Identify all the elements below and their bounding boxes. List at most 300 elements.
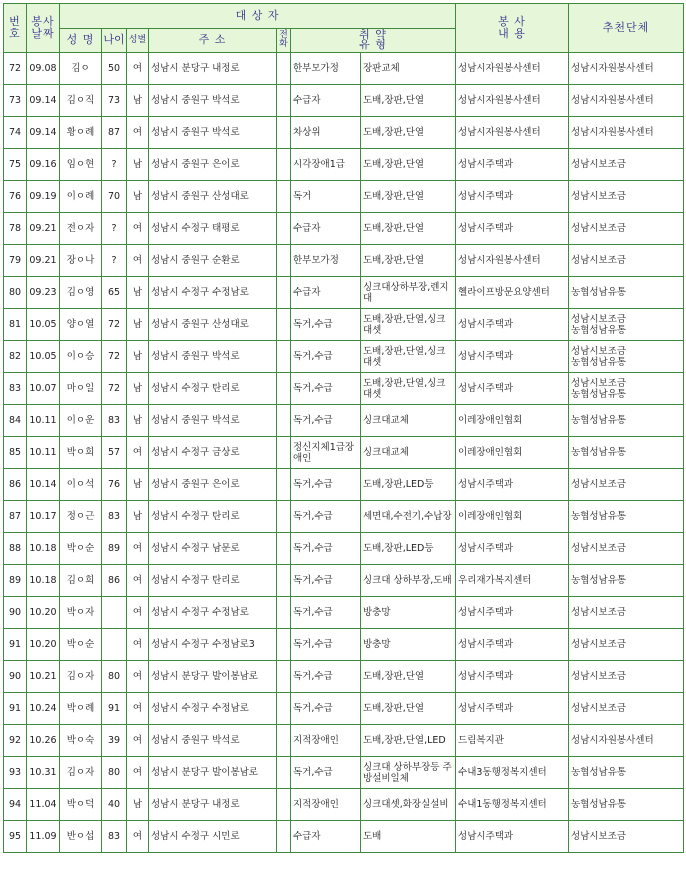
cell-recommender: 이레장애인협회 xyxy=(456,405,569,437)
table-row xyxy=(4,565,684,597)
cell-no: 85 xyxy=(4,437,27,469)
cell-address: 성남시 분당구 발이봉남로 xyxy=(149,661,277,693)
cell-address: 성남시 중원구 박석로 xyxy=(149,85,277,117)
table-header xyxy=(4,4,684,53)
cell-age: 57 xyxy=(102,437,127,469)
cell-no: 73 xyxy=(4,85,27,117)
cell-weak-type: 지적장애인 xyxy=(291,725,361,757)
cell-gender: 여 xyxy=(127,117,149,149)
cell-no: 80 xyxy=(4,277,27,309)
cell-name: 박ㅇ순 xyxy=(60,533,102,565)
cell-sponsor: 농협성남유통 xyxy=(569,277,684,309)
cell-age: 72 xyxy=(102,341,127,373)
cell-sponsor: 성남시자원봉사센터 xyxy=(569,53,684,85)
cell-gender: 여 xyxy=(127,565,149,597)
cell-name: 이ㅇ운 xyxy=(60,405,102,437)
cell-date: 09.23 xyxy=(27,277,60,309)
table-row xyxy=(4,309,684,341)
cell-address: 성남시 수정구 남문로 xyxy=(149,533,277,565)
cell-name: 박ㅇ순 xyxy=(60,629,102,661)
cell-no: 72 xyxy=(4,53,27,85)
header-phone: 전화 xyxy=(277,28,291,53)
table-row xyxy=(4,437,684,469)
cell-date: 09.08 xyxy=(27,53,60,85)
cell-age: 83 xyxy=(102,405,127,437)
cell-gender: 여 xyxy=(127,725,149,757)
cell-date: 10.17 xyxy=(27,501,60,533)
cell-sponsor: 성남시보조금 xyxy=(569,597,684,629)
cell-weak-type: 독거,수급 xyxy=(291,597,361,629)
table-body xyxy=(4,53,684,853)
cell-date: 09.14 xyxy=(27,85,60,117)
table-row xyxy=(4,213,684,245)
cell-address: 성남시 수정구 시민로 xyxy=(149,821,277,853)
cell-name: 이ㅇ승 xyxy=(60,341,102,373)
table-row xyxy=(4,181,684,213)
cell-no: 92 xyxy=(4,725,27,757)
cell-address: 성남시 분당구 내정로 xyxy=(149,789,277,821)
cell-sponsor: 성남시보조금 xyxy=(569,533,684,565)
cell-sponsor: 농협성남유통 xyxy=(569,405,684,437)
cell-service: 도배,장판,단열 xyxy=(361,85,456,117)
cell-recommender: 성남시주택과 xyxy=(456,533,569,565)
cell-gender: 남 xyxy=(127,501,149,533)
cell-phone xyxy=(277,405,291,437)
cell-weak-type: 수급자 xyxy=(291,821,361,853)
cell-phone xyxy=(277,373,291,405)
cell-no: 76 xyxy=(4,181,27,213)
cell-name: 박ㅇ숙 xyxy=(60,725,102,757)
cell-sponsor: 농협성남유통 xyxy=(569,789,684,821)
cell-weak-type: 독거,수급 xyxy=(291,373,361,405)
cell-address: 성남시 중원구 순환로 xyxy=(149,245,277,277)
cell-weak-type: 수급자 xyxy=(291,213,361,245)
cell-age: 70 xyxy=(102,181,127,213)
cell-phone xyxy=(277,693,291,725)
cell-recommender: 헬라이프방문요양센터 xyxy=(456,277,569,309)
cell-gender: 남 xyxy=(127,373,149,405)
cell-date: 10.31 xyxy=(27,757,60,789)
cell-weak-type: 수급자 xyxy=(291,85,361,117)
cell-name: 박ㅇ자 xyxy=(60,597,102,629)
cell-gender: 남 xyxy=(127,277,149,309)
table-row xyxy=(4,277,684,309)
cell-gender: 남 xyxy=(127,469,149,501)
header-address: 주 소 xyxy=(149,28,277,53)
cell-service: 싱크대 상하부장등 주방설비일체 xyxy=(361,757,456,789)
cell-gender: 남 xyxy=(127,149,149,181)
cell-address: 성남시 수정구 탄리로 xyxy=(149,373,277,405)
cell-address: 성남시 중원구 박석로 xyxy=(149,725,277,757)
cell-no: 78 xyxy=(4,213,27,245)
cell-gender: 여 xyxy=(127,661,149,693)
cell-no: 88 xyxy=(4,533,27,565)
cell-date: 10.05 xyxy=(27,309,60,341)
cell-gender: 남 xyxy=(127,405,149,437)
cell-sponsor: 농협성남유통 xyxy=(569,501,684,533)
cell-date: 09.16 xyxy=(27,149,60,181)
table-row xyxy=(4,693,684,725)
cell-recommender: 성남시주택과 xyxy=(456,309,569,341)
cell-name: 박ㅇ희 xyxy=(60,437,102,469)
cell-name: 양ㅇ열 xyxy=(60,309,102,341)
cell-phone xyxy=(277,821,291,853)
cell-service: 싱크대 상하부장,도배 xyxy=(361,565,456,597)
cell-service: 방충망 xyxy=(361,629,456,661)
cell-address: 성남시 수정구 태평로 xyxy=(149,213,277,245)
cell-address: 성남시 중원구 산성대로 xyxy=(149,181,277,213)
cell-service: 싱크대교체 xyxy=(361,405,456,437)
cell-recommender: 수내1동행정복지센터 xyxy=(456,789,569,821)
cell-name: 황ㅇ례 xyxy=(60,117,102,149)
header-age: 나이 xyxy=(102,28,127,53)
cell-phone xyxy=(277,181,291,213)
cell-name: 이ㅇ례 xyxy=(60,181,102,213)
cell-age: 87 xyxy=(102,117,127,149)
cell-no: 91 xyxy=(4,629,27,661)
cell-recommender: 성남시주택과 xyxy=(456,597,569,629)
cell-name: 전ㅇ자 xyxy=(60,213,102,245)
cell-recommender: 성남시주택과 xyxy=(456,149,569,181)
cell-date: 10.18 xyxy=(27,565,60,597)
cell-no: 89 xyxy=(4,565,27,597)
cell-date: 11.04 xyxy=(27,789,60,821)
cell-weak-type: 한부모가정 xyxy=(291,245,361,277)
cell-date: 09.21 xyxy=(27,245,60,277)
header-name: 성 명 xyxy=(60,28,102,53)
cell-date: 10.24 xyxy=(27,693,60,725)
cell-service: 도배,장판,단열,싱크대셋 xyxy=(361,341,456,373)
cell-phone xyxy=(277,789,291,821)
cell-weak-type: 지적장애인 xyxy=(291,789,361,821)
header-date: 봉사 날짜 xyxy=(27,4,60,53)
cell-date: 09.19 xyxy=(27,181,60,213)
cell-service: 도배,장판,단열 xyxy=(361,661,456,693)
cell-gender: 여 xyxy=(127,437,149,469)
cell-no: 74 xyxy=(4,117,27,149)
cell-weak-type: 수급자 xyxy=(291,277,361,309)
cell-age xyxy=(102,597,127,629)
cell-phone xyxy=(277,85,291,117)
cell-weak-type: 시각장애1급 xyxy=(291,149,361,181)
cell-weak-type: 차상위 xyxy=(291,117,361,149)
cell-weak-type: 독거,수급 xyxy=(291,501,361,533)
cell-date: 10.20 xyxy=(27,629,60,661)
cell-sponsor: 성남시보조금 xyxy=(569,181,684,213)
cell-phone xyxy=(277,213,291,245)
cell-service: 도배,장판,LED등 xyxy=(361,533,456,565)
cell-recommender: 성남시주택과 xyxy=(456,181,569,213)
cell-gender: 남 xyxy=(127,309,149,341)
table-row xyxy=(4,725,684,757)
cell-name: 김ㅇ자 xyxy=(60,757,102,789)
cell-gender: 여 xyxy=(127,597,149,629)
cell-sponsor: 성남시보조금 xyxy=(569,821,684,853)
table-row xyxy=(4,405,684,437)
cell-sponsor: 농협성남유통 xyxy=(569,565,684,597)
cell-weak-type: 독거,수급 xyxy=(291,405,361,437)
cell-no: 75 xyxy=(4,149,27,181)
cell-no: 86 xyxy=(4,469,27,501)
cell-address: 성남시 중원구 은이로 xyxy=(149,469,277,501)
cell-age: 83 xyxy=(102,821,127,853)
cell-no: 90 xyxy=(4,597,27,629)
cell-gender: 남 xyxy=(127,789,149,821)
cell-sponsor: 성남시보조금 xyxy=(569,629,684,661)
cell-sponsor: 성남시보조금 xyxy=(569,469,684,501)
cell-weak-type: 독거,수급 xyxy=(291,629,361,661)
cell-date: 09.21 xyxy=(27,213,60,245)
cell-sponsor: 성남시보조금 농협성남유통 xyxy=(569,309,684,341)
header-recommender: 추천단체 xyxy=(569,4,684,53)
cell-service: 도배,장판,단열,싱크대셋 xyxy=(361,373,456,405)
cell-sponsor: 성남시보조금 xyxy=(569,245,684,277)
cell-recommender: 성남시주택과 xyxy=(456,373,569,405)
table-row xyxy=(4,373,684,405)
cell-recommender: 성남시자원봉사센터 xyxy=(456,245,569,277)
cell-phone xyxy=(277,725,291,757)
cell-phone xyxy=(277,501,291,533)
header-no: 번 호 xyxy=(4,4,27,53)
cell-recommender: 성남시주택과 xyxy=(456,469,569,501)
cell-service: 도배,장판,LED등 xyxy=(361,469,456,501)
cell-sponsor: 성남시보조금 xyxy=(569,661,684,693)
cell-service: 싱크대셋,화장실설비 xyxy=(361,789,456,821)
cell-age xyxy=(102,629,127,661)
cell-recommender: 성남시주택과 xyxy=(456,629,569,661)
service-record-table xyxy=(3,3,684,853)
cell-sponsor: 성남시보조금 농협성남유통 xyxy=(569,341,684,373)
header-gender: 성별 xyxy=(127,28,149,53)
cell-weak-type: 독거,수급 xyxy=(291,469,361,501)
cell-recommender: 우리재가복지센터 xyxy=(456,565,569,597)
cell-age: 39 xyxy=(102,725,127,757)
cell-phone xyxy=(277,53,291,85)
cell-date: 10.18 xyxy=(27,533,60,565)
cell-weak-type: 독거,수급 xyxy=(291,309,361,341)
cell-recommender: 수내3동행정복지센터 xyxy=(456,757,569,789)
cell-sponsor: 농협성남유통 xyxy=(569,437,684,469)
cell-phone xyxy=(277,565,291,597)
cell-age: 72 xyxy=(102,373,127,405)
table-row xyxy=(4,53,684,85)
cell-phone xyxy=(277,533,291,565)
cell-phone xyxy=(277,661,291,693)
cell-date: 10.21 xyxy=(27,661,60,693)
cell-sponsor: 성남시보조금 xyxy=(569,693,684,725)
cell-age: 89 xyxy=(102,533,127,565)
cell-recommender: 성남시주택과 xyxy=(456,341,569,373)
cell-address: 성남시 수정구 금상로 xyxy=(149,437,277,469)
cell-name: 박ㅇ덕 xyxy=(60,789,102,821)
cell-gender: 여 xyxy=(127,629,149,661)
cell-age: ? xyxy=(102,213,127,245)
cell-gender: 여 xyxy=(127,757,149,789)
cell-age: ? xyxy=(102,149,127,181)
cell-phone xyxy=(277,757,291,789)
cell-sponsor: 성남시자원봉사센터 xyxy=(569,725,684,757)
cell-age: ? xyxy=(102,245,127,277)
cell-recommender: 이레장애인협회 xyxy=(456,437,569,469)
cell-gender: 여 xyxy=(127,693,149,725)
cell-recommender: 드림복지관 xyxy=(456,725,569,757)
cell-gender: 여 xyxy=(127,533,149,565)
cell-weak-type: 독거,수급 xyxy=(291,533,361,565)
cell-service: 도배,장판,단열 xyxy=(361,213,456,245)
cell-phone xyxy=(277,597,291,629)
cell-name: 김ㅇ희 xyxy=(60,565,102,597)
cell-address: 성남시 수정구 탄리로 xyxy=(149,565,277,597)
cell-service: 도배,장판,단열,싱크대셋 xyxy=(361,309,456,341)
cell-gender: 여 xyxy=(127,213,149,245)
cell-sponsor: 성남시보조금 xyxy=(569,149,684,181)
cell-phone xyxy=(277,277,291,309)
cell-no: 79 xyxy=(4,245,27,277)
cell-phone xyxy=(277,437,291,469)
cell-address: 성남시 분당구 발이봉남로 xyxy=(149,757,277,789)
table-row xyxy=(4,85,684,117)
table-row xyxy=(4,501,684,533)
cell-address: 성남시 수정구 탄리로 xyxy=(149,501,277,533)
table-row xyxy=(4,533,684,565)
cell-name: 김ㅇ xyxy=(60,53,102,85)
cell-age: 50 xyxy=(102,53,127,85)
cell-date: 10.11 xyxy=(27,437,60,469)
cell-address: 성남시 중원구 산성대로 xyxy=(149,309,277,341)
cell-age: 72 xyxy=(102,309,127,341)
cell-name: 마ㅇ일 xyxy=(60,373,102,405)
table-row xyxy=(4,469,684,501)
cell-phone xyxy=(277,245,291,277)
cell-date: 10.07 xyxy=(27,373,60,405)
cell-sponsor: 성남시자원봉사센터 xyxy=(569,85,684,117)
cell-sponsor: 성남시자원봉사센터 xyxy=(569,117,684,149)
cell-date: 10.20 xyxy=(27,597,60,629)
cell-age: 86 xyxy=(102,565,127,597)
cell-name: 김ㅇ영 xyxy=(60,277,102,309)
table-row xyxy=(4,245,684,277)
cell-sponsor: 성남시보조금 농협성남유통 xyxy=(569,373,684,405)
cell-service: 도배,장판,단열 xyxy=(361,693,456,725)
cell-recommender: 성남시자원봉사센터 xyxy=(456,117,569,149)
table-row xyxy=(4,341,684,373)
cell-date: 10.26 xyxy=(27,725,60,757)
cell-weak-type: 독거,수급 xyxy=(291,341,361,373)
cell-recommender: 성남시주택과 xyxy=(456,661,569,693)
cell-recommender: 이레장애인협회 xyxy=(456,501,569,533)
header-weak-type: 취 약 유 형 xyxy=(291,28,456,53)
cell-service: 도배,장판,단열 xyxy=(361,181,456,213)
cell-recommender: 성남시자원봉사센터 xyxy=(456,53,569,85)
cell-sponsor: 농협성남유통 xyxy=(569,757,684,789)
cell-weak-type: 독거 xyxy=(291,181,361,213)
cell-phone xyxy=(277,117,291,149)
cell-service: 도배 xyxy=(361,821,456,853)
cell-name: 이ㅇ석 xyxy=(60,469,102,501)
cell-weak-type: 독거,수급 xyxy=(291,565,361,597)
cell-phone xyxy=(277,341,291,373)
cell-age: 91 xyxy=(102,693,127,725)
cell-date: 10.05 xyxy=(27,341,60,373)
cell-no: 82 xyxy=(4,341,27,373)
cell-no: 90 xyxy=(4,661,27,693)
cell-address: 성남시 수정구 수정남로 xyxy=(149,693,277,725)
cell-gender: 여 xyxy=(127,53,149,85)
cell-address: 성남시 수정구 수정남로 xyxy=(149,277,277,309)
cell-age: 80 xyxy=(102,661,127,693)
cell-service: 도배,장판,단열 xyxy=(361,117,456,149)
cell-service: 방충망 xyxy=(361,597,456,629)
cell-no: 94 xyxy=(4,789,27,821)
cell-gender: 남 xyxy=(127,85,149,117)
cell-service: 도배,장판,단열 xyxy=(361,149,456,181)
cell-date: 10.14 xyxy=(27,469,60,501)
cell-name: 김ㅇ직 xyxy=(60,85,102,117)
cell-name: 김ㅇ자 xyxy=(60,661,102,693)
cell-weak-type: 한부모가정 xyxy=(291,53,361,85)
table-row xyxy=(4,597,684,629)
cell-address: 성남시 수정구 수정남로 xyxy=(149,597,277,629)
cell-name: 장ㅇ나 xyxy=(60,245,102,277)
cell-no: 83 xyxy=(4,373,27,405)
cell-recommender: 성남시주택과 xyxy=(456,821,569,853)
cell-name: 임ㅇ현 xyxy=(60,149,102,181)
cell-gender: 남 xyxy=(127,181,149,213)
cell-recommender: 성남시주택과 xyxy=(456,213,569,245)
cell-phone xyxy=(277,309,291,341)
cell-weak-type: 독거,수급 xyxy=(291,693,361,725)
cell-service: 싱크대교체 xyxy=(361,437,456,469)
cell-no: 81 xyxy=(4,309,27,341)
table-row xyxy=(4,117,684,149)
cell-age: 80 xyxy=(102,757,127,789)
cell-age: 73 xyxy=(102,85,127,117)
cell-gender: 여 xyxy=(127,245,149,277)
table-row xyxy=(4,757,684,789)
cell-gender: 남 xyxy=(127,341,149,373)
cell-age: 65 xyxy=(102,277,127,309)
cell-age: 76 xyxy=(102,469,127,501)
header-service: 봉 사 내 용 xyxy=(456,4,569,53)
cell-address: 성남시 수정구 수정남로3 xyxy=(149,629,277,661)
cell-address: 성남시 중원구 박석로 xyxy=(149,405,277,437)
table-row xyxy=(4,789,684,821)
cell-name: 반ㅇ섭 xyxy=(60,821,102,853)
cell-service: 도배,장판,단열,LED xyxy=(361,725,456,757)
cell-name: 정ㅇ근 xyxy=(60,501,102,533)
cell-service: 장판교체 xyxy=(361,53,456,85)
cell-address: 성남시 중원구 박석로 xyxy=(149,117,277,149)
cell-address: 성남시 중원구 은이로 xyxy=(149,149,277,181)
cell-sponsor: 성남시보조금 xyxy=(569,213,684,245)
cell-phone xyxy=(277,629,291,661)
cell-recommender: 성남시주택과 xyxy=(456,693,569,725)
cell-no: 95 xyxy=(4,821,27,853)
cell-date: 09.14 xyxy=(27,117,60,149)
cell-recommender: 성남시자원봉사센터 xyxy=(456,85,569,117)
cell-weak-type: 독거,수급 xyxy=(291,661,361,693)
cell-phone xyxy=(277,469,291,501)
cell-weak-type: 독거,수급 xyxy=(291,757,361,789)
cell-gender: 여 xyxy=(127,821,149,853)
table-row xyxy=(4,661,684,693)
header-target-group: 대 상 자 xyxy=(60,4,456,29)
table-row xyxy=(4,149,684,181)
table-row xyxy=(4,629,684,661)
cell-service: 세면대,수전기,수납장 xyxy=(361,501,456,533)
cell-no: 87 xyxy=(4,501,27,533)
cell-age: 83 xyxy=(102,501,127,533)
